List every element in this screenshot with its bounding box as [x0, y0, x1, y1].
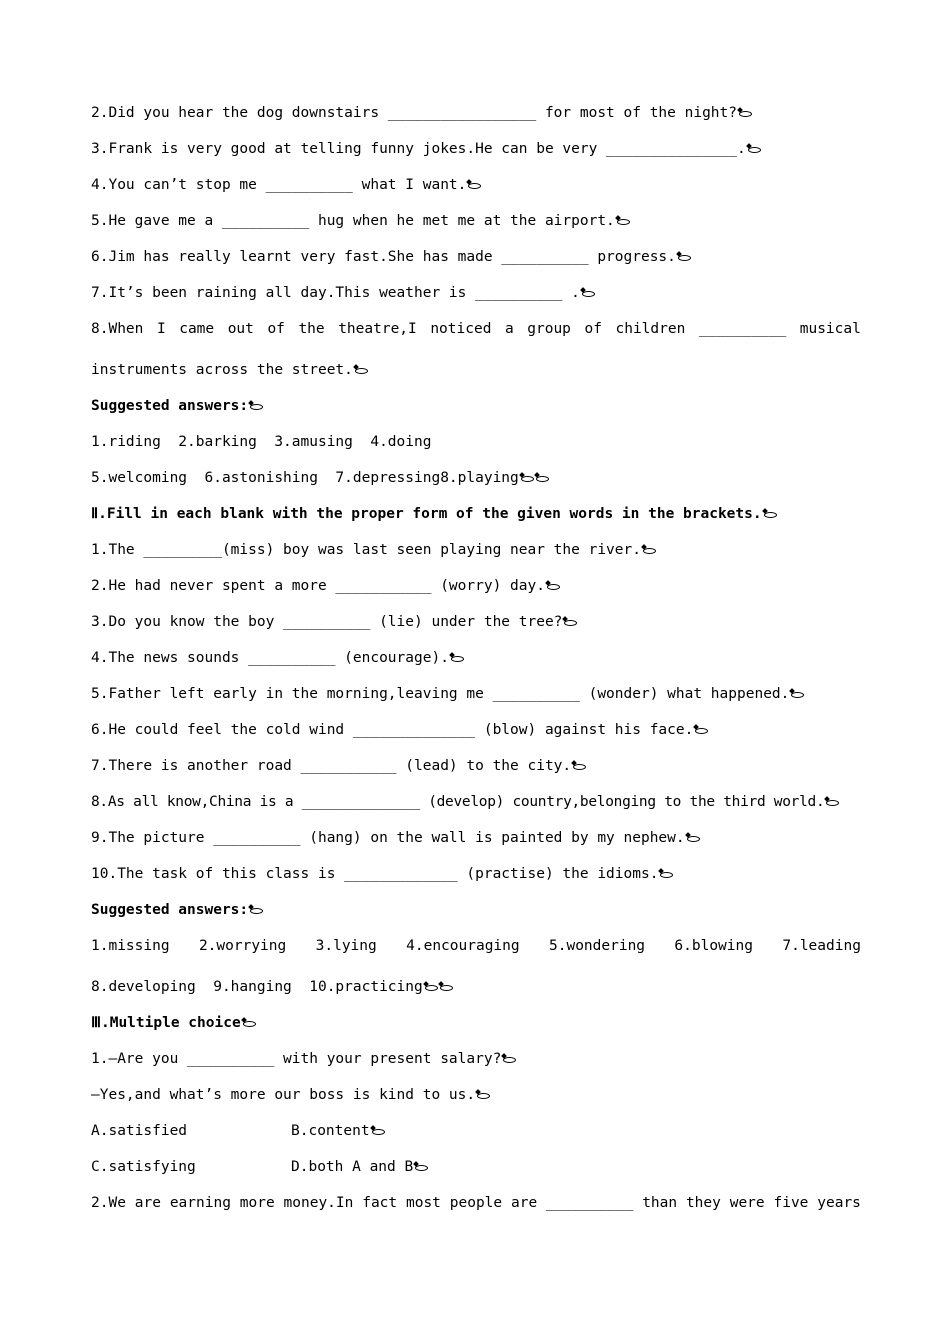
answer-item: 3.lying — [315, 938, 377, 954]
paragraph-return-icon — [763, 509, 777, 519]
paragraph-return-icon — [659, 869, 673, 879]
word: they — [685, 1195, 721, 1211]
section2-question-5 — [91, 684, 861, 704]
section2-question-4 — [91, 648, 861, 668]
paragraph-return-icon — [502, 1054, 516, 1064]
question-text: 7.It’s been raining all day.This weather is __________ . — [91, 285, 580, 301]
word: were — [729, 1195, 765, 1211]
paragraph-return-icon — [694, 725, 708, 735]
heading-text: Suggested answers: — [91, 902, 249, 918]
answer-item: 4.encouraging — [406, 938, 520, 954]
word: are — [134, 1195, 161, 1211]
paragraph-return-icon — [546, 581, 560, 591]
option-d: D.both A and B — [291, 1159, 414, 1175]
question-text: 2.Did you hear the dog downstairs _________________ for most of the night? — [91, 105, 738, 121]
word: years — [817, 1195, 861, 1211]
section1-question-4 — [91, 175, 861, 195]
option-b: B.content — [291, 1123, 370, 1139]
word: than — [642, 1195, 678, 1211]
word: group — [527, 321, 571, 337]
section2-question-6 — [91, 720, 861, 740]
paragraph-return-icon — [825, 797, 839, 807]
paragraph-return-icon — [371, 1126, 385, 1136]
word: most — [405, 1195, 441, 1211]
word: more — [239, 1195, 275, 1211]
paragraph-return-icon — [414, 1162, 428, 1172]
paragraph-return-icon — [520, 473, 534, 483]
paragraph-return-icon — [677, 252, 691, 262]
word: children — [615, 321, 686, 337]
paragraph-return-icon — [249, 401, 263, 411]
word: I — [156, 321, 166, 337]
answer-item: 1.missing — [91, 938, 170, 954]
question-text: 3.Do you know the boy __________ (lie) under the tree? — [91, 614, 563, 630]
section1-question-6 — [91, 247, 861, 267]
section3-question-1-reply — [91, 1085, 861, 1105]
word: noticed — [430, 321, 492, 337]
answer-item: 5.wondering — [549, 938, 646, 954]
section2-answers-heading — [91, 900, 861, 920]
answer-item: 2.worrying — [198, 938, 287, 954]
section1-question-8 — [91, 319, 861, 339]
word: out — [227, 321, 254, 337]
option-c: C.satisfying — [91, 1159, 196, 1175]
word: a — [504, 321, 514, 337]
section1-question-8-continued — [91, 360, 861, 380]
section2-heading — [91, 504, 861, 524]
word: __________ — [546, 1195, 634, 1211]
section2-question-1 — [91, 540, 861, 560]
paragraph-return-icon — [242, 1018, 256, 1028]
paragraph-return-icon — [686, 833, 700, 843]
section2-question-10 — [91, 864, 861, 884]
question-text: 6.He could feel the cold wind ______________ (blow) against his face. — [91, 722, 694, 738]
word: came — [179, 321, 215, 337]
section1-answers-line-2 — [91, 468, 861, 488]
section1-question-3 — [91, 139, 861, 159]
word: the — [298, 321, 325, 337]
question-text: 1.—Are you __________ with your present salary? — [91, 1051, 502, 1067]
word: money.In — [283, 1195, 354, 1211]
question-text: 5.He gave me a __________ hug when he met me at the airport. — [91, 213, 615, 229]
word: theatre,I — [338, 321, 417, 337]
heading-text: Ⅱ.Fill in each blank with the proper form of the given words in the brackets. — [91, 506, 762, 522]
paragraph-return-icon — [249, 905, 263, 915]
heading-text: Suggested answers: — [91, 398, 249, 414]
section1-question-5 — [91, 211, 861, 231]
question-text: 10.The task of this class is _____________ (practise) the idioms. — [91, 866, 659, 882]
question-text: 3.Frank is very good at telling funny jokes.He can be very _______________. — [91, 141, 746, 157]
paragraph-return-icon — [738, 108, 752, 118]
paragraph-return-icon — [572, 761, 586, 771]
option-a: A.satisfied — [91, 1123, 188, 1139]
question-text: 8.As all know,China is a ______________ (develop) country,belonging to the third world. — [91, 794, 825, 810]
section2-question-9 — [91, 828, 861, 848]
section1-answers-heading — [91, 396, 861, 416]
question-text: 7.There is another road ___________ (lead) to the city. — [91, 758, 572, 774]
paragraph-return-icon — [616, 216, 630, 226]
paragraph-return-icon — [563, 617, 577, 627]
question-text: —Yes,and what’s more our boss is kind to us. — [91, 1087, 476, 1103]
question-text: 2.He had never spent a more ___________ (worry) day. — [91, 578, 545, 594]
section2-answers-line-2 — [91, 977, 861, 997]
paragraph-return-icon — [581, 288, 595, 298]
paragraph-return-icon — [642, 545, 656, 555]
section3-question-2 — [91, 1193, 861, 1213]
word: five — [773, 1195, 809, 1211]
section2-question-7 — [91, 756, 861, 776]
paragraph-return-icon — [354, 365, 368, 375]
word: musical — [799, 321, 861, 337]
paragraph-return-icon — [450, 653, 464, 663]
paragraph-return-icon — [790, 689, 804, 699]
question-text: 5.Father left early in the morning,leaving me __________ (wonder) what happened. — [91, 686, 790, 702]
answer-item: 6.blowing — [674, 938, 753, 954]
word: are — [510, 1195, 538, 1211]
answer-item: 7.leading — [782, 938, 861, 954]
answer-text: 5.welcoming 6.astonishing 7.depressing8.playing — [91, 470, 519, 486]
word: fact — [362, 1195, 398, 1211]
paragraph-return-icon — [476, 1090, 490, 1100]
word: of — [267, 321, 285, 337]
answer-text: 8.developing 9.hanging 10.practicing — [91, 979, 423, 995]
section2-question-2 — [91, 576, 861, 596]
section1-question-2 — [91, 103, 861, 123]
word: __________ — [698, 321, 787, 337]
word: 8.When — [91, 321, 144, 337]
section1-question-7 — [91, 283, 861, 303]
section1-answers-line-1 — [91, 432, 861, 452]
section3-heading — [91, 1013, 861, 1033]
word: of — [584, 321, 602, 337]
question-text: 4.The news sounds __________ (encourage). — [91, 650, 449, 666]
paragraph-return-icon — [535, 473, 549, 483]
question-text: 1.The _________(miss) boy was last seen playing near the river. — [91, 542, 641, 558]
section3-question-1 — [91, 1049, 861, 1069]
question-text: instruments across the street. — [91, 362, 353, 378]
question-text: 6.Jim has really learnt very fast.She has made __________ progress. — [91, 249, 676, 265]
word: 2.We — [91, 1195, 126, 1211]
answer-text: 1.riding 2.barking 3.amusing 4.doing — [91, 434, 432, 450]
paragraph-return-icon — [439, 982, 453, 992]
word: earning — [169, 1195, 231, 1211]
section3-question-1-options-ab — [91, 1121, 861, 1141]
question-text: 9.The picture __________ (hang) on the wall is painted by my nephew. — [91, 830, 685, 846]
section2-question-3 — [91, 612, 861, 632]
word: people — [449, 1195, 503, 1211]
paragraph-return-icon — [467, 180, 481, 190]
question-text: 4.You can’t stop me __________ what I want. — [91, 177, 467, 193]
heading-text: Ⅲ.Multiple choice — [91, 1015, 241, 1031]
paragraph-return-icon — [747, 144, 761, 154]
section2-answers-line-1 — [91, 936, 861, 956]
section3-question-1-options-cd — [91, 1157, 861, 1177]
paragraph-return-icon — [424, 982, 438, 992]
section2-question-8 — [91, 792, 861, 812]
